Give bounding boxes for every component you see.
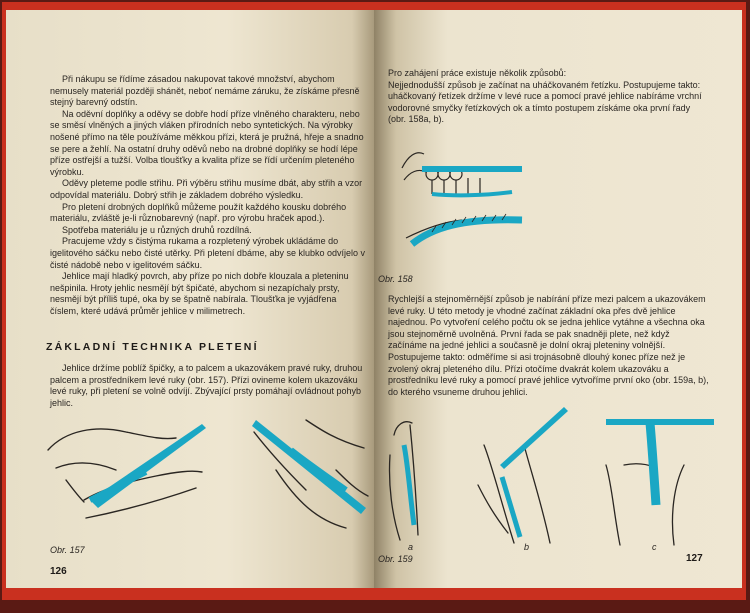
paragraph: Oděvy pleteme podle střihu. Při výběru střihu musíme dbát, aby střih a vzor odpovídal materiálu. Dobrý střih je základem dobrého výsledku. — [50, 178, 363, 200]
figure-158-caption: Obr. 158 — [378, 274, 413, 284]
chain-cyan-a — [422, 166, 522, 172]
right-page — [374, 10, 742, 588]
needle-b — [500, 407, 568, 469]
figure-157-illustration — [6, 410, 374, 540]
chain-cyan-b — [412, 220, 522, 244]
paragraph: Na oděvní doplňky a oděvy se dobře hodí příze vlněného charakteru, nebo se směsí vlněných a jiných vláken přírodních nebo syntetických. Na výrobky nošené přímo na těle používáme měkkou přízi, která je pružná, hřeje a snadno se pere a žehlí. Na ostatní druhy oděvů nebo na drobné doplňky se hodí lépe příze ostřejší a tužší. Volba tloušťky a kvalita příze se řídí určením pleteného výrobku. — [50, 108, 364, 177]
left-body-text — [50, 74, 366, 317]
needle-c — [606, 419, 714, 425]
figure-158-illustration — [392, 138, 542, 268]
left-page — [6, 10, 374, 588]
paragraph: Při nákupu se řídíme zásadou nakupovat takové množství, abychom nemusely materiál později shánět, neboť nemáme záruku, že získáme přesně stejný barevný odstín. — [50, 74, 360, 108]
page-number-left: 126 — [50, 566, 67, 577]
paragraph: Spotřeba materiálu je u různých druhů rozdílná. — [62, 224, 252, 235]
sublabel-b: b — [524, 542, 530, 552]
right-intro-text: Pro zahájení práce existuje několik způsobů: Nejjednodušší způsob je začínat na uháčkovaném řetízku. Postupujeme takto: uháčkovaný řetízek držíme v levé ruce a pomocí pravé jehlice nabíráme vrchní vodorovné smyčky řetízkových ok a tímto postupem získáme oka první řady (obr. 158a, b). — [388, 68, 702, 125]
page-number-right: 127 — [686, 553, 703, 564]
paragraph: Pracujeme vždy s čistýma rukama a rozpletený výrobek ukládáme do igelitového sáčku nebo čisté utěrky. Při pletení dbáme, aby se klubko odvíjelo v čisté nádobě nebo v igelitovém sáčku. — [50, 236, 366, 270]
section-text: Jehlice držíme poblíž špičky, a to palcem a ukazovákem pravé ruky, druhou palcem a prostředníkem levé ruky (obr. 157). Přízi ovineme kolem ukazováku levé ruky, při pletení se volně odvíjí. Zbývající prsty pomáhají ovládnout pohyb jehlic. — [50, 363, 363, 408]
sublabel-a: a — [408, 542, 414, 552]
section-heading: ZÁKLADNÍ TECHNIKA PLETENÍ — [46, 341, 259, 353]
book-spread — [2, 2, 746, 600]
sublabel-c: c — [652, 542, 657, 552]
paragraph: Pro pletení drobných doplňků můžeme použít každého kousku dobrého materiálu, zvláště je-li různobarevný (např. pro výrobu hraček apod.). — [50, 201, 347, 224]
figure-159-illustration — [374, 405, 742, 555]
paragraph: Jehlice mají hladký povrch, aby příze po nich dobře klouzala a pleteninu nešpinila. Hroty jehlic nesmějí být špičaté, abychom si nezapíchaly prsty, nesmějí být příliš tupé, oka by se špatně nabírala. Tloušťka je vyjádřena číslem, které udává průměr jehlice v milimetrech. — [50, 271, 349, 316]
figure-157-caption: Obr. 157 — [50, 545, 85, 555]
right-method-text: Rychlejší a stejnoměrnější způsob je nabírání příze mezi palcem a ukazovákem levé ruky. U této metody je vhodné začínat základní oka přes dvě jehlice najednou. Po vytvoření celého počtu ok se jedna jehlice vytáhne a všechna oka jsou stejnoměrně uvolněná. První řada se pak snadněji plete, než když začínáme na jedné jehlici a současně je dolní okraj pleteniny volnější. Postupujeme takto: odměříme si asi trojnásobně dlouhý konec příze než je zvolený okraj pleteného dílu. Přízi otočíme dvakrát kolem ukazováku a prostředníku levé ruky a pomocí pravé jehlice vytvoříme první oko (obr. 159a, b), do kterého vsuneme druhou jehlici. — [388, 294, 709, 397]
figure-159-caption: Obr. 159 — [378, 554, 413, 564]
